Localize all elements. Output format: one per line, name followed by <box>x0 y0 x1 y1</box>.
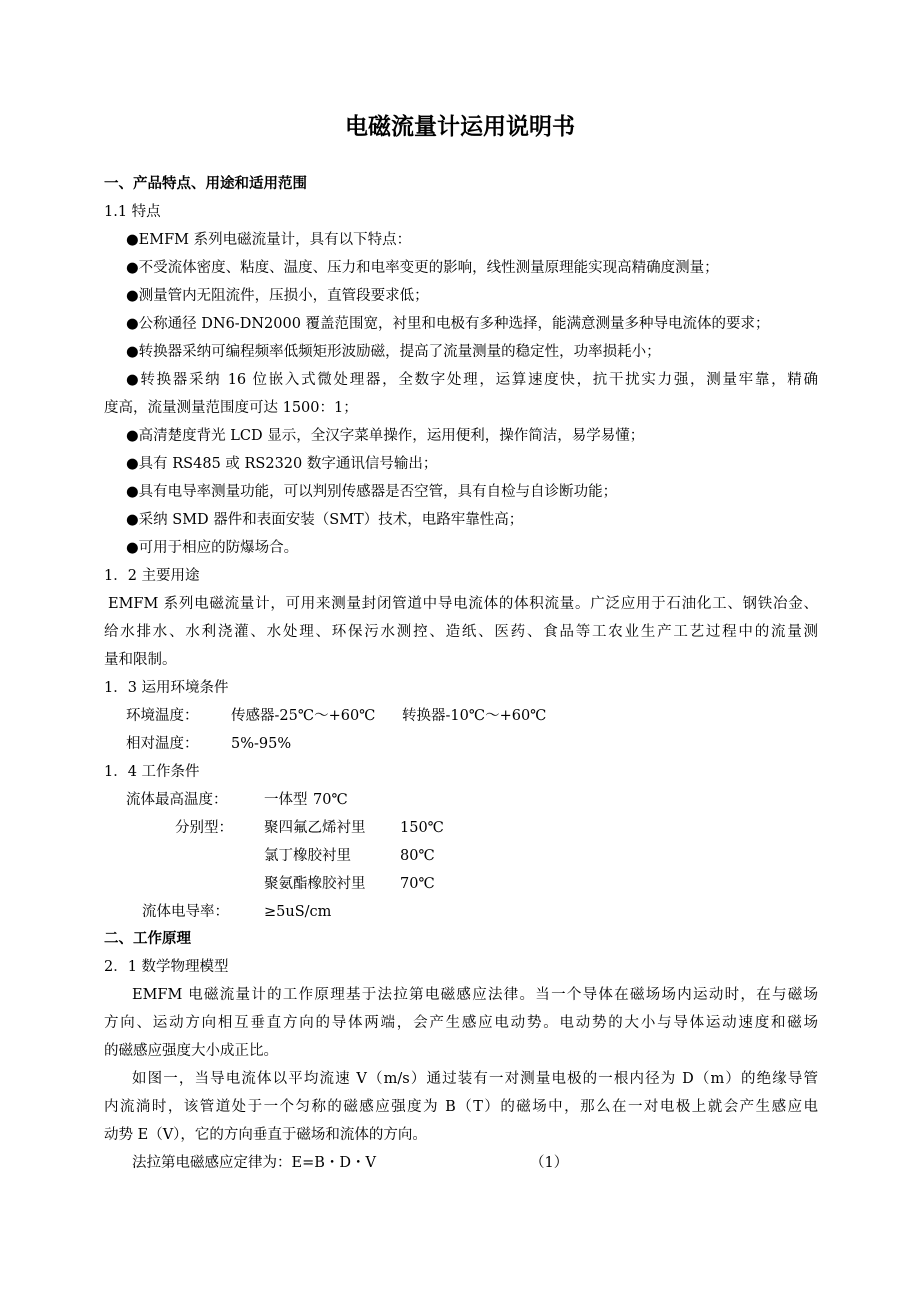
bullet-item: ●转换器采纳 16 位嵌入式微处理器，全数字处理，运算速度快，抗干扰实力强，测量牢靠，精确 <box>126 372 818 388</box>
bullet-item: ●测量管内无阻流件，压损小，直管段要求低； <box>126 288 429 304</box>
integral-type-value: 70℃ <box>313 792 348 808</box>
paragraph-line: 如图一，当导电流体以平均流速 V（m/s）通过装有一对测量电极的一根内径为 D（m）的绝缘导管 <box>132 1071 818 1087</box>
subsection-1-1: 1.1 特点 <box>104 204 161 220</box>
subsection-1-2: 1．2 主要用途 <box>104 568 200 584</box>
subsection-1-4: 1．4 工作条件 <box>104 764 200 780</box>
bullet-item-continued: 度高，流量测量范围度可达 1500：1； <box>104 400 358 416</box>
lining-polyurethane-value: 70℃ <box>400 876 435 892</box>
lining-ptfe: 聚四氟乙烯衬里 <box>264 820 366 836</box>
subsection-1-3: 1．3 运用环境条件 <box>104 680 229 696</box>
conductivity-label: 流体电导率： <box>142 904 229 920</box>
bullet-item: ●高清楚度背光 LCD 显示，全汉字菜单操作，运用便利，操作简洁，易学易懂； <box>126 428 645 444</box>
lining-ptfe-value: 150℃ <box>400 820 444 836</box>
bullet-item: ●不受流体密度、粘度、温度、压力和电率变更的影响，线性测量原理能实现高精确度测量； <box>126 260 719 276</box>
conductivity-value: ≥5uS/cm <box>264 904 332 920</box>
faraday-formula: 法拉第电磁感应定律为：E=B・D・V <box>132 1155 376 1171</box>
paragraph-line: 动势 E（V），它的方向垂直于磁场和流体的方向。 <box>104 1127 427 1143</box>
lining-polyurethane: 聚氨酯橡胶衬里 <box>264 876 366 892</box>
paragraph-line: EMFM 系列电磁流量计，可用来测量封闭管道中导电流体的体积流量。广泛应用于石油化工、钢铁冶金、 <box>108 596 818 612</box>
document-title: 电磁流量计运用说明书 <box>345 114 575 140</box>
integral-type: 一体型 <box>264 792 308 808</box>
env-temp-sensor: 传感器-25℃～+60℃ <box>231 708 376 724</box>
section-2-heading: 二、工作原理 <box>104 931 191 947</box>
subsection-2-1: 2．1 数学物理模型 <box>104 959 229 975</box>
bullet-item: ●EMFM 系列电磁流量计，具有以下特点： <box>126 232 412 248</box>
bullet-item: ●具有 RS485 或 RS2320 数字通讯信号输出； <box>126 456 438 472</box>
max-temp-label: 流体最高温度： <box>126 792 228 808</box>
env-humid-label: 相对温度： <box>126 736 199 752</box>
bullet-item: ●具有电导率测量功能，可以判别传感器是否空管，具有自检与自诊断功能； <box>126 484 618 500</box>
bullet-item: ●可用于相应的防爆场合。 <box>126 540 299 556</box>
lining-neoprene-value: 80℃ <box>400 848 435 864</box>
paragraph-line: EMFM 电磁流量计的工作原理基于法拉第电磁感应法律。当一个导体在磁场场内运动时，在与磁场 <box>132 987 818 1003</box>
paragraph-line: 内流淌时，该管道处于一个匀称的磁感应强度为 B（T）的磁场中，那么在一对电极上就会产生感应电 <box>104 1099 818 1115</box>
formula-number: （1） <box>530 1155 569 1171</box>
bullet-item: ●采纳 SMD 器件和表面安装（SMT）技术，电路牢靠性高； <box>126 512 524 528</box>
paragraph-line: 的磁感应强度大小成正比。 <box>104 1043 278 1059</box>
paragraph-line: 量和限制。 <box>104 652 177 668</box>
env-temp-label: 环境温度： <box>126 708 199 724</box>
env-humid-value: 5%-95% <box>231 736 292 752</box>
bullet-item: ●转换器采纳可编程频率低频矩形波励磁，提高了流量测量的稳定性，功率损耗小； <box>126 344 661 360</box>
bullet-item: ●公称通径 DN6-DN2000 覆盖范围宽，衬里和电极有多种选择，能满意测量多种导电流体的要求； <box>126 316 770 332</box>
lining-neoprene: 氯丁橡胶衬里 <box>264 848 351 864</box>
env-temp-converter: 转换器-10℃～+60℃ <box>402 708 547 724</box>
paragraph-line: 给水排水、水利浇灌、水处理、环保污水测控、造纸、医药、食品等工农业生产工艺过程中的流量测 <box>104 624 818 640</box>
paragraph-line: 方向、运动方向相互垂直方向的导体两端，会产生感应电动势。电动势的大小与导体运动速度和磁场 <box>104 1015 818 1031</box>
split-type-label: 分别型： <box>175 820 233 836</box>
section-1-heading: 一、产品特点、用途和适用范围 <box>104 176 307 192</box>
